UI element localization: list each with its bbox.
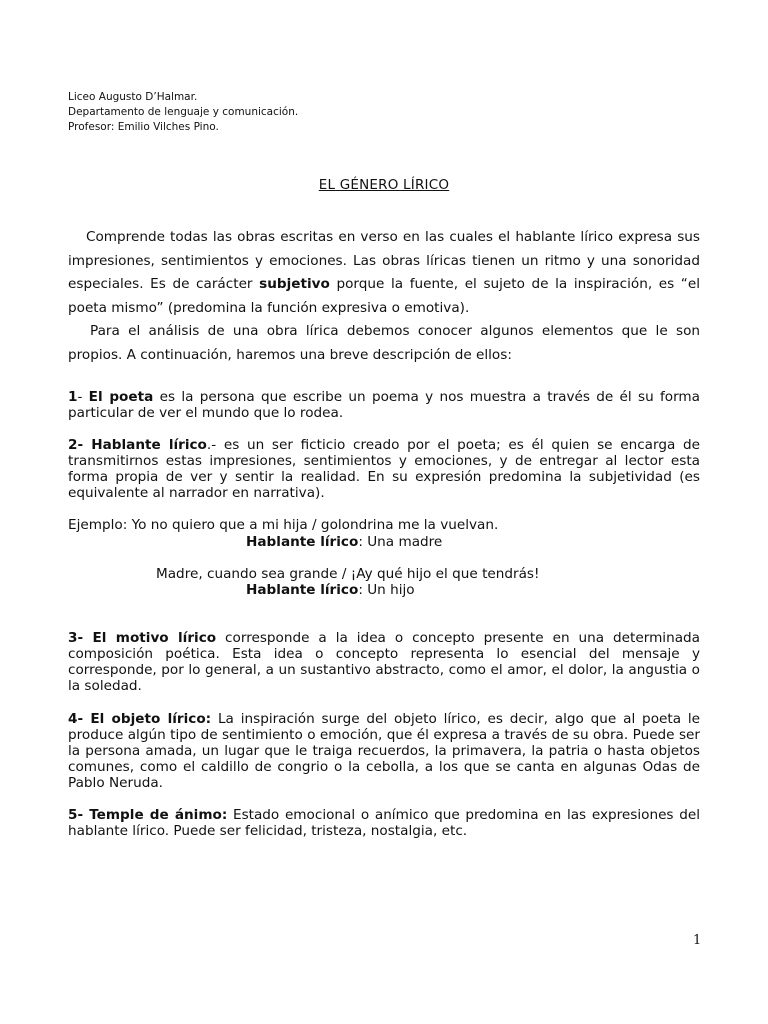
- teacher-name: Profesor: Emilio Vilches Pino.: [68, 121, 219, 133]
- intro-text-after: porque la fuente, el sujeto de la inspiración, es “el poeta mismo” (predomina la función expresiva o emotiva).: [68, 276, 700, 316]
- section-term: 5- Temple de ánimo:: [68, 807, 228, 823]
- example-label: Hablante lírico: [246, 582, 359, 598]
- section-text: corresponde a la idea o concepto presente en una determinada composición poética. Esta idea o concepto representa lo esencial del mensaje y corresponde, por lo general, a un sustantivo abstracto, como el amor, el dolor, la angustia o la soledad.: [68, 630, 700, 694]
- department-name: Departamento de lenguaje y comunicación.: [68, 106, 299, 118]
- section-term: 4- El objeto lírico:: [68, 711, 212, 727]
- intro-bold-term: subjetivo: [259, 276, 330, 293]
- intro-section: [68, 226, 700, 368]
- intro-paragraph-2: Para el análisis de una obra lírica debemos conocer algunos elementos que le son propios. A continuación, haremos una breve descripción de ellos:: [68, 323, 700, 363]
- section-text: Estado emocional o anímico que predomina en las expresiones del hablante lírico. Puede ser felicidad, tristeza, nostalgia, etc.: [68, 807, 700, 839]
- intro-paragraph-1: [68, 226, 700, 320]
- section-temple-de-animo: [68, 807, 700, 839]
- school-name: Liceo Augusto D’Halmar.: [68, 91, 198, 103]
- example-speaker-1: [246, 534, 442, 550]
- example-label: Hablante lírico: [246, 534, 359, 550]
- section-objeto-lirico: [68, 711, 700, 791]
- document-title: EL GÉNERO LÍRICO: [318, 177, 450, 193]
- section-text: .- es un ser ficticio creado por el poeta; es él quien se encarga de transmitirnos estas impresiones, sentimientos y emociones, y de entregar al lector esta forma propia de ver y sentir la realidad. En su expresión predomina la subjetividad (es equivalente al narrador en narrativa).: [68, 437, 701, 501]
- section-hablante-lirico: [68, 437, 700, 501]
- example-line-2: Madre, cuando sea grande / ¡Ay qué hijo el que tendrás!: [156, 566, 540, 582]
- section-poeta: 1- El poeta es la persona que escribe un poema y nos muestra a través de él su forma particular de ver el mundo que lo rodea.: [68, 389, 701, 421]
- example-value: : Una madre: [358, 534, 443, 550]
- section-text: La inspiración surge del objeto lírico, es decir, algo que al poeta le produce algún tipo de sentimiento o emoción, que él expresa a través de su obra. Puede ser la persona amada, un lugar que le traiga recuerdos, la primavera, la patria o hasta objetos comunes, como el caldillo de congrio o la cebolla, a los que se canta en algunas Odas de Pablo Neruda.: [68, 711, 701, 791]
- section-term: El poeta: [88, 389, 154, 405]
- example-value: : Un hijo: [358, 582, 415, 598]
- section-number: 1: [68, 389, 78, 405]
- section-motivo-lirico: [68, 630, 700, 694]
- example-line-1: Ejemplo: Yo no quiero que a mi hija / golondrina me la vuelvan.: [68, 517, 499, 533]
- page-number: 1: [693, 933, 702, 948]
- section-text: es la persona que escribe un poema y nos muestra a través de él su forma particular de ver el mundo que lo rodea.: [68, 389, 701, 421]
- document-header: [68, 90, 298, 135]
- section-term: 3- El motivo lírico: [68, 630, 217, 646]
- intro-text-before: Comprende todas las obras escritas en verso en las cuales el hablante lírico expresa sus impresiones, sentimientos y emociones. Las obras líricas tienen un ritmo y una sonoridad especiales. Es de carácter: [68, 229, 700, 293]
- section-term: 2- Hablante lírico: [68, 437, 207, 453]
- example-speaker-2: [246, 582, 415, 598]
